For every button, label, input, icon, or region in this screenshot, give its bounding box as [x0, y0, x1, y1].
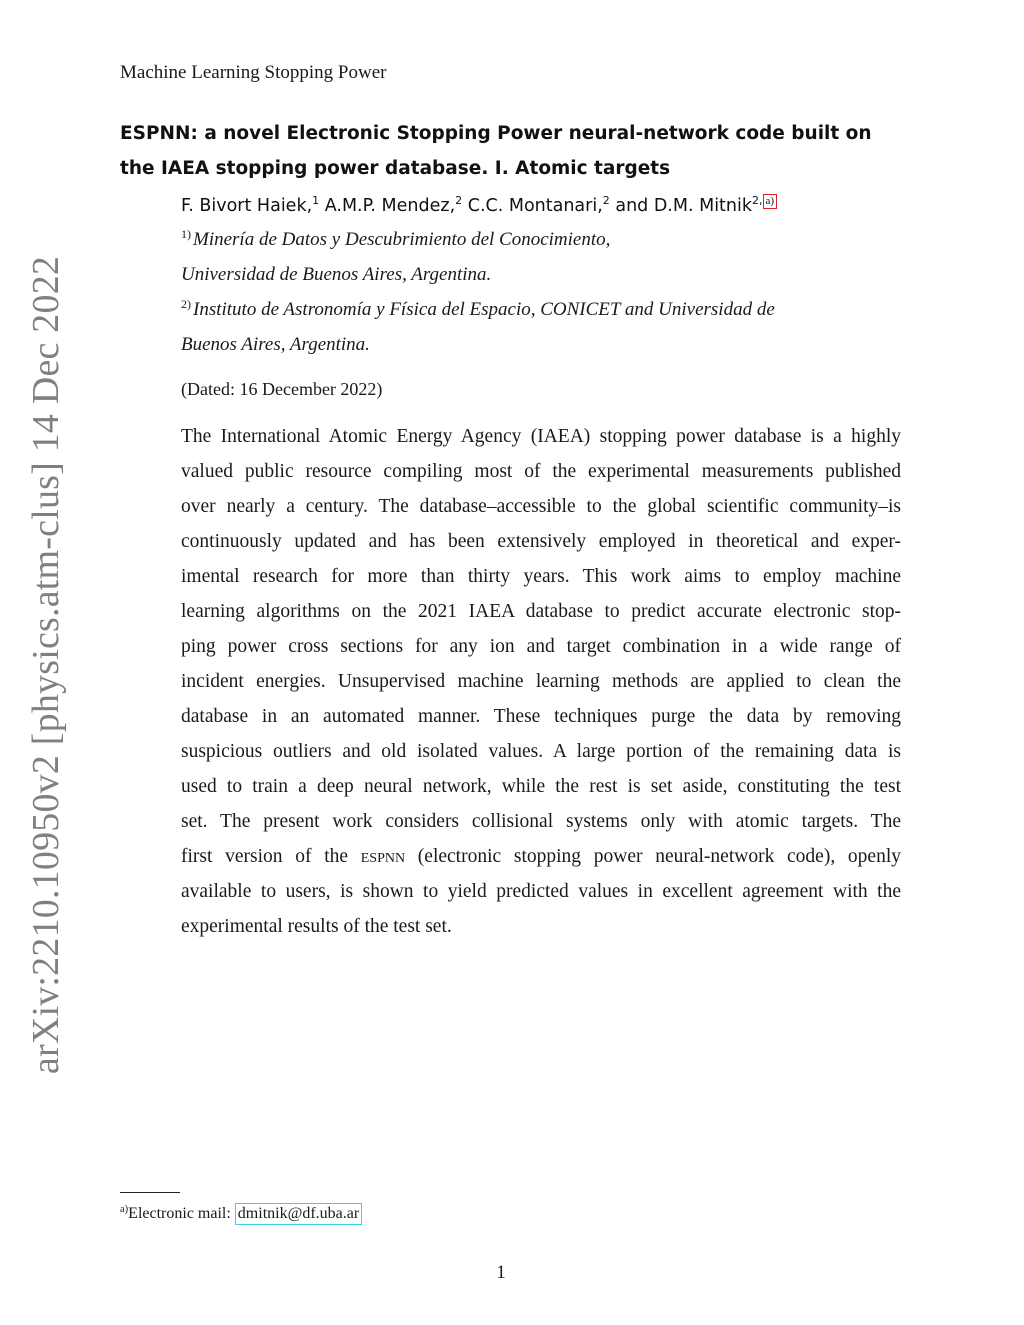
- author-list: [181, 194, 777, 216]
- abstract-line: experimental results of the test set.: [181, 916, 452, 937]
- author-name: A.M.P. Mendez,: [324, 196, 456, 216]
- running-head: Machine Learning Stopping Power: [120, 62, 387, 83]
- affiliation-2-line-2: Buenos Aires, Argentina.: [181, 334, 370, 355]
- footnote-divider: [120, 1192, 180, 1193]
- author-name: and D.M. Mitnik: [615, 196, 753, 216]
- abstract-line: imental research for more than thirty years. This work aims to employ machine: [181, 566, 901, 587]
- affiliation-2-line-1: $^{2)}$ Instituto de Astronomía y Física del Espacio, CONICET and Universidad de: [181, 297, 775, 320]
- abstract-line: suspicious outliers and old isolated values. A large portion of the remaining data is: [181, 741, 901, 762]
- author-name: C.C. Montanari,: [467, 196, 603, 216]
- abstract-line: available to users, is shown to yield predicted values in excellent agreement with the: [181, 881, 901, 902]
- author-name: F. Bivort Haiek,: [181, 196, 313, 216]
- abstract-line: over nearly a century. The database–accessible to the global scientific community–is: [181, 496, 901, 517]
- author-affiliation-mark: 1: [312, 194, 320, 207]
- dated-line: (Dated: 16 December 2022): [181, 379, 383, 399]
- abstract-line: database in an automated manner. These techniques purge the data by removing: [181, 706, 901, 727]
- arxiv-identifier-stamp: arXiv:2210.10950v2 [physics.atm-clus] 14 Dec 2022: [25, 255, 67, 1075]
- abstract-line: set. The present work considers collisional systems only with atomic targets. The: [181, 811, 901, 832]
- affiliation-1-line-1: $^{1)}$ Minería de Datos y Descubrimiento del Conocimiento,: [181, 227, 611, 250]
- abstract: [181, 419, 901, 944]
- code-name: espnn: [360, 846, 406, 867]
- affiliation-mark: 1): [181, 227, 191, 241]
- footnote: [120, 1203, 362, 1225]
- affiliation-1-line-2: Universidad de Buenos Aires, Argentina.: [181, 264, 492, 285]
- author-affiliation-mark: 2,: [752, 194, 763, 207]
- abstract-line: incident energies. Unsupervised machine learning methods are applied to clean the: [181, 671, 901, 692]
- abstract-line: first version of the espnn (electronic stopping power neural-network code), openly: [181, 846, 901, 867]
- page-number: 1: [496, 1262, 506, 1283]
- abstract-line: ping power cross sections for any ion and target combination in a wide range of: [181, 636, 901, 657]
- paper-title: ESPNN: a novel Electronic Stopping Power neural-network code built on the IAEA stopping power database. I. Atomic targets: [120, 123, 872, 179]
- email-link[interactable]: dmitnik@df.uba.ar: [235, 1203, 362, 1225]
- abstract-line: continuously updated and has been extensively employed in theoretical and exper-: [181, 531, 901, 552]
- abstract-line: used to train a deep neural network, while the rest is set aside, constituting the test: [181, 776, 901, 797]
- abstract-line: learning algorithms on the 2021 IAEA database to predict accurate electronic stop-: [181, 601, 901, 622]
- abstract-line: valued public resource compiling most of the experimental measurements published: [181, 461, 901, 482]
- abstract-line: The International Atomic Energy Agency (IAEA) stopping power database is a highly: [181, 426, 901, 447]
- footnote-link[interactable]: a): [763, 194, 778, 209]
- footnote-label: Electronic mail:: [128, 1205, 235, 1222]
- footnote-mark: a): [120, 1204, 129, 1215]
- author-affiliation-mark: 2: [455, 194, 463, 207]
- author-affiliation-mark: 2: [602, 194, 610, 207]
- affiliation-mark: 2): [181, 297, 191, 311]
